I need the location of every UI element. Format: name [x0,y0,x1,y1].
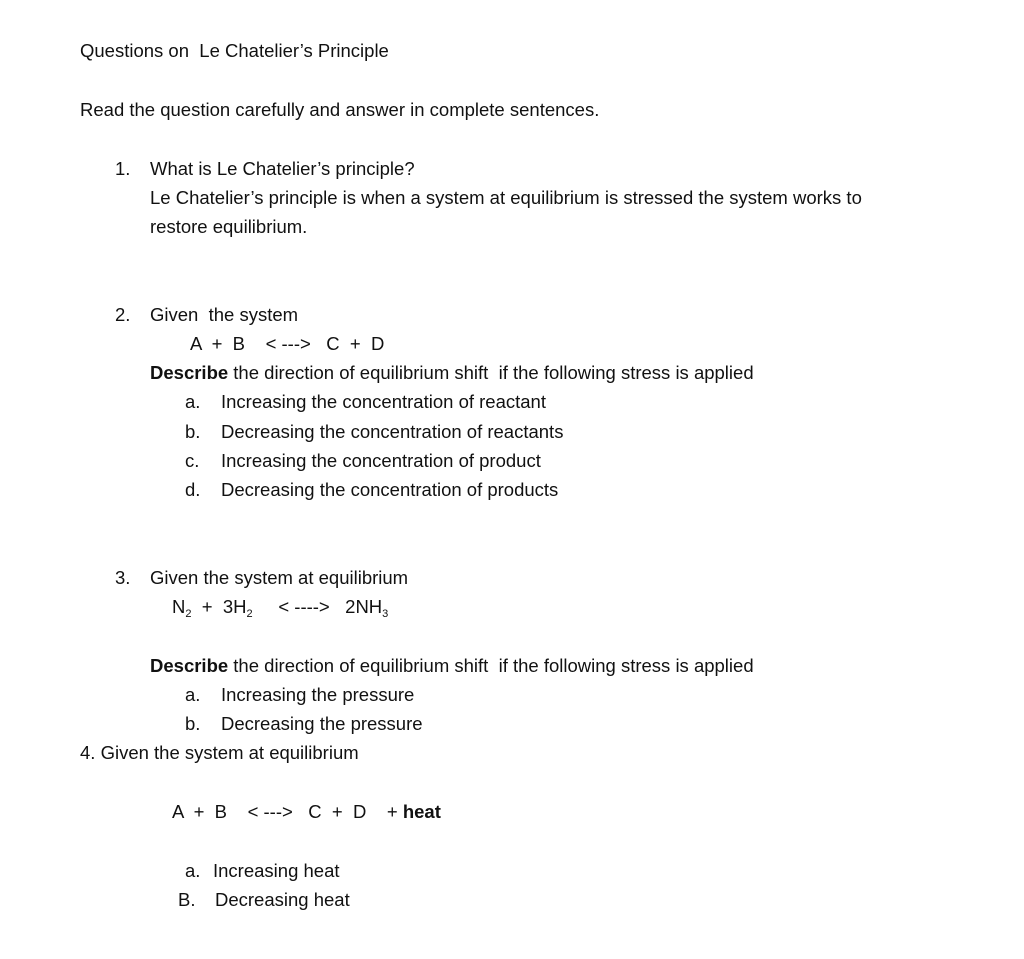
q3-describe [150,655,754,677]
q1-question: What is Le Chatelier’s principle? [150,158,415,179]
q4-item-letter: B. [178,889,196,910]
q1-answer-line1: Le Chatelier’s principle is when a system at equilibrium is stressed the system works to [150,187,862,208]
describe-text: the direction of equilibrium shift if the following stress is applied [228,362,754,383]
q4-equation [172,801,441,823]
eq-subscript: 3 [382,608,389,620]
q2-describe [150,362,754,384]
q2-item-letter: d. [185,479,201,500]
q4-heading: 4. Given the system at equilibrium [80,742,359,763]
describe-text: the direction of equilibrium shift if the following stress is applied [228,655,754,676]
page-title: Questions on Le Chatelier’s Principle [80,40,389,61]
q2-question: Given the system [150,304,299,325]
describe-bold: Describe [150,655,229,676]
q4-item-text: Increasing heat [213,860,340,881]
q2-item-text: Increasing the concentration of product [221,450,541,471]
eq-subscript: 2 [185,608,192,620]
q3-number: 3. [115,567,131,588]
q2-item-letter: c. [185,450,200,471]
q3-item-text: Decreasing the pressure [221,713,423,734]
q3-question: Given the system at equilibrium [150,567,409,588]
q1-number: 1. [115,158,131,179]
eq-part: + 3H [191,596,247,617]
q4-item-letter: a. [185,860,201,881]
eq-heat: heat [402,801,441,822]
eq-part: N [172,596,186,617]
eq-part: A + B < ---> C + D + [172,801,403,822]
instructions: Read the question carefully and answer in complete sentences. [80,99,600,120]
q2-number: 2. [115,304,131,325]
q3-item-letter: b. [185,713,201,734]
eq-part: < ----> 2NH [252,596,383,617]
q2-equation: A + B < ---> C + D [190,333,385,354]
describe-bold: Describe [150,362,229,383]
q3-equation [172,596,388,618]
q4-item-text: Decreasing heat [215,889,350,910]
q3-item-letter: a. [185,684,201,705]
q2-item-text: Decreasing the concentration of reactants [221,421,564,442]
q2-item-letter: a. [185,391,201,412]
q3-item-text: Increasing the pressure [221,684,415,705]
q2-item-text: Decreasing the concentration of products [221,479,559,500]
q2-item-text: Increasing the concentration of reactant [221,391,546,412]
eq-subscript: 2 [246,608,253,620]
q1-answer-line2: restore equilibrium. [150,216,308,237]
q2-item-letter: b. [185,421,201,442]
